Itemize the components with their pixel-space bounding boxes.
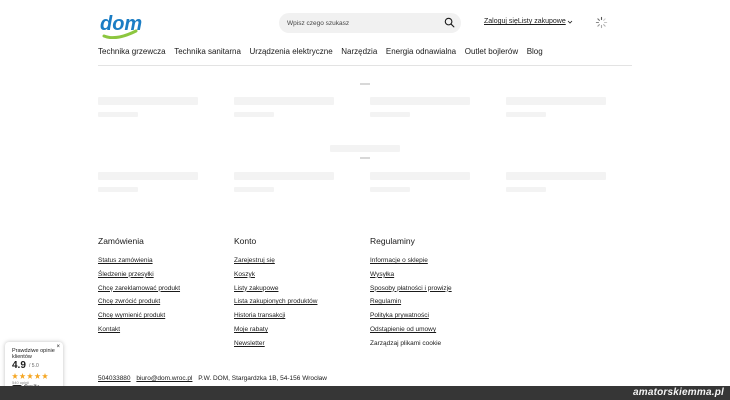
footer-link-register[interactable]: Zarejestruj się	[234, 257, 275, 264]
footer-link-withdrawal[interactable]: Odstąpienie od umowy	[370, 325, 437, 333]
footer-link-newsletter[interactable]: Newsletter	[234, 339, 265, 347]
nav-item-urzadzenia-elektryczne[interactable]: Urządzenia elektryczne	[249, 47, 333, 56]
footer-link-shipping[interactable]: Wysyłka	[370, 270, 395, 278]
watermark-bar	[0, 386, 730, 400]
header-links	[484, 18, 573, 25]
footer-heading: Zamówienia	[98, 236, 144, 246]
loading-indicator	[360, 157, 370, 159]
skeleton-block	[370, 97, 470, 105]
nav-item-energia-odnawialna[interactable]: Energia odnawialna	[385, 47, 457, 56]
phone-link[interactable]: 504033880	[98, 375, 131, 382]
footer-link-complaint[interactable]: Chcę zareklamować produkt	[98, 284, 181, 292]
footer-column-terms	[370, 236, 452, 354]
search-icon[interactable]	[444, 17, 455, 28]
loading-spinner-icon	[595, 16, 608, 29]
email-link[interactable]: biuro@dom.wroc.pl	[136, 375, 193, 382]
footer-heading: Konto	[234, 236, 257, 246]
skeleton-block	[234, 97, 334, 105]
skeleton-block	[506, 112, 546, 117]
footer-link-shopping-lists[interactable]: Listy zakupowe	[234, 284, 279, 292]
footer-column-account	[234, 236, 317, 354]
skeleton-block	[234, 187, 274, 192]
nav-item-technika-grzewcza[interactable]: Technika grzewcza	[98, 47, 166, 56]
footer-heading: Regulaminy	[370, 236, 415, 246]
skeleton-block	[98, 172, 198, 180]
footer-link-store-info[interactable]: Informacje o sklepie	[370, 257, 428, 264]
company-address: P.W. DOM, Stargardzka 1B, 54-156 Wrocław	[198, 375, 327, 382]
footer-link-terms[interactable]: Regulamin	[370, 298, 402, 306]
nav-item-narzedzia[interactable]: Narzędzia	[341, 47, 378, 56]
rating-max: / 5.0	[29, 363, 39, 369]
search-bar[interactable]	[279, 13, 461, 33]
footer-link-payment-methods[interactable]: Sposoby płatności i prowizje	[370, 284, 452, 292]
footer-column-orders	[98, 236, 180, 340]
rating-value: 4.9	[12, 360, 26, 371]
footer-contact	[98, 375, 327, 382]
nav-item-technika-sanitarna[interactable]: Technika sanitarna	[174, 47, 241, 56]
main-nav	[98, 47, 551, 56]
close-icon[interactable]: ×	[56, 344, 60, 350]
skeleton-block	[234, 172, 334, 180]
watermark-text: amatorskiemma.pl	[632, 387, 724, 398]
nav-divider	[98, 65, 632, 66]
nav-item-outlet-bojlerow[interactable]: Outlet bojlerów	[464, 47, 519, 56]
skeleton-block	[370, 172, 470, 180]
footer-link-cart[interactable]: Koszyk	[234, 270, 255, 278]
skeleton-block	[98, 97, 198, 105]
skeleton-block	[98, 187, 138, 192]
footer-link-purchased-products[interactable]: Lista zakupionych produktów	[234, 298, 318, 306]
reviews-count: 540 opinii	[12, 380, 30, 385]
skeleton-block	[370, 112, 410, 117]
footer-link-cookie-settings[interactable]: Zarządzaj plikami cookie	[370, 339, 442, 347]
skeleton-block	[330, 145, 400, 152]
footer-link-tracking[interactable]: Śledzenie przesyłki	[98, 270, 154, 278]
footer-link-order-status[interactable]: Status zamówienia	[98, 257, 153, 264]
dom-logo[interactable]	[98, 9, 144, 39]
footer-link-exchange[interactable]: Chcę wymienić produkt	[98, 312, 166, 320]
shopping-lists-link[interactable]: Listy zakupowe	[517, 18, 566, 25]
footer-link-transaction-history[interactable]: Historia transakcji	[234, 312, 286, 320]
footer-link-my-discounts[interactable]: Moje rabaty	[234, 325, 268, 333]
loading-indicator	[360, 83, 370, 85]
chevron-down-icon[interactable]	[567, 19, 573, 25]
widget-title: Prawdziwe opinie klientów	[12, 348, 55, 360]
skeleton-block	[506, 172, 606, 180]
skeleton-block	[234, 112, 274, 117]
login-link[interactable]: Zaloguj się	[484, 18, 518, 25]
footer-link-privacy-policy[interactable]: Polityka prywatności	[370, 312, 429, 320]
search-input[interactable]	[287, 16, 437, 30]
nav-item-blog[interactable]: Blog	[526, 47, 543, 56]
skeleton-block	[370, 187, 410, 192]
skeleton-block	[506, 187, 546, 192]
footer-link-return[interactable]: Chcę zwrócić produkt	[98, 298, 161, 306]
footer-link-contact[interactable]: Kontakt	[98, 325, 121, 333]
skeleton-block	[98, 112, 138, 117]
logo-text: dom	[100, 13, 143, 35]
skeleton-block	[506, 97, 606, 105]
star-rating-icon	[12, 373, 48, 379]
